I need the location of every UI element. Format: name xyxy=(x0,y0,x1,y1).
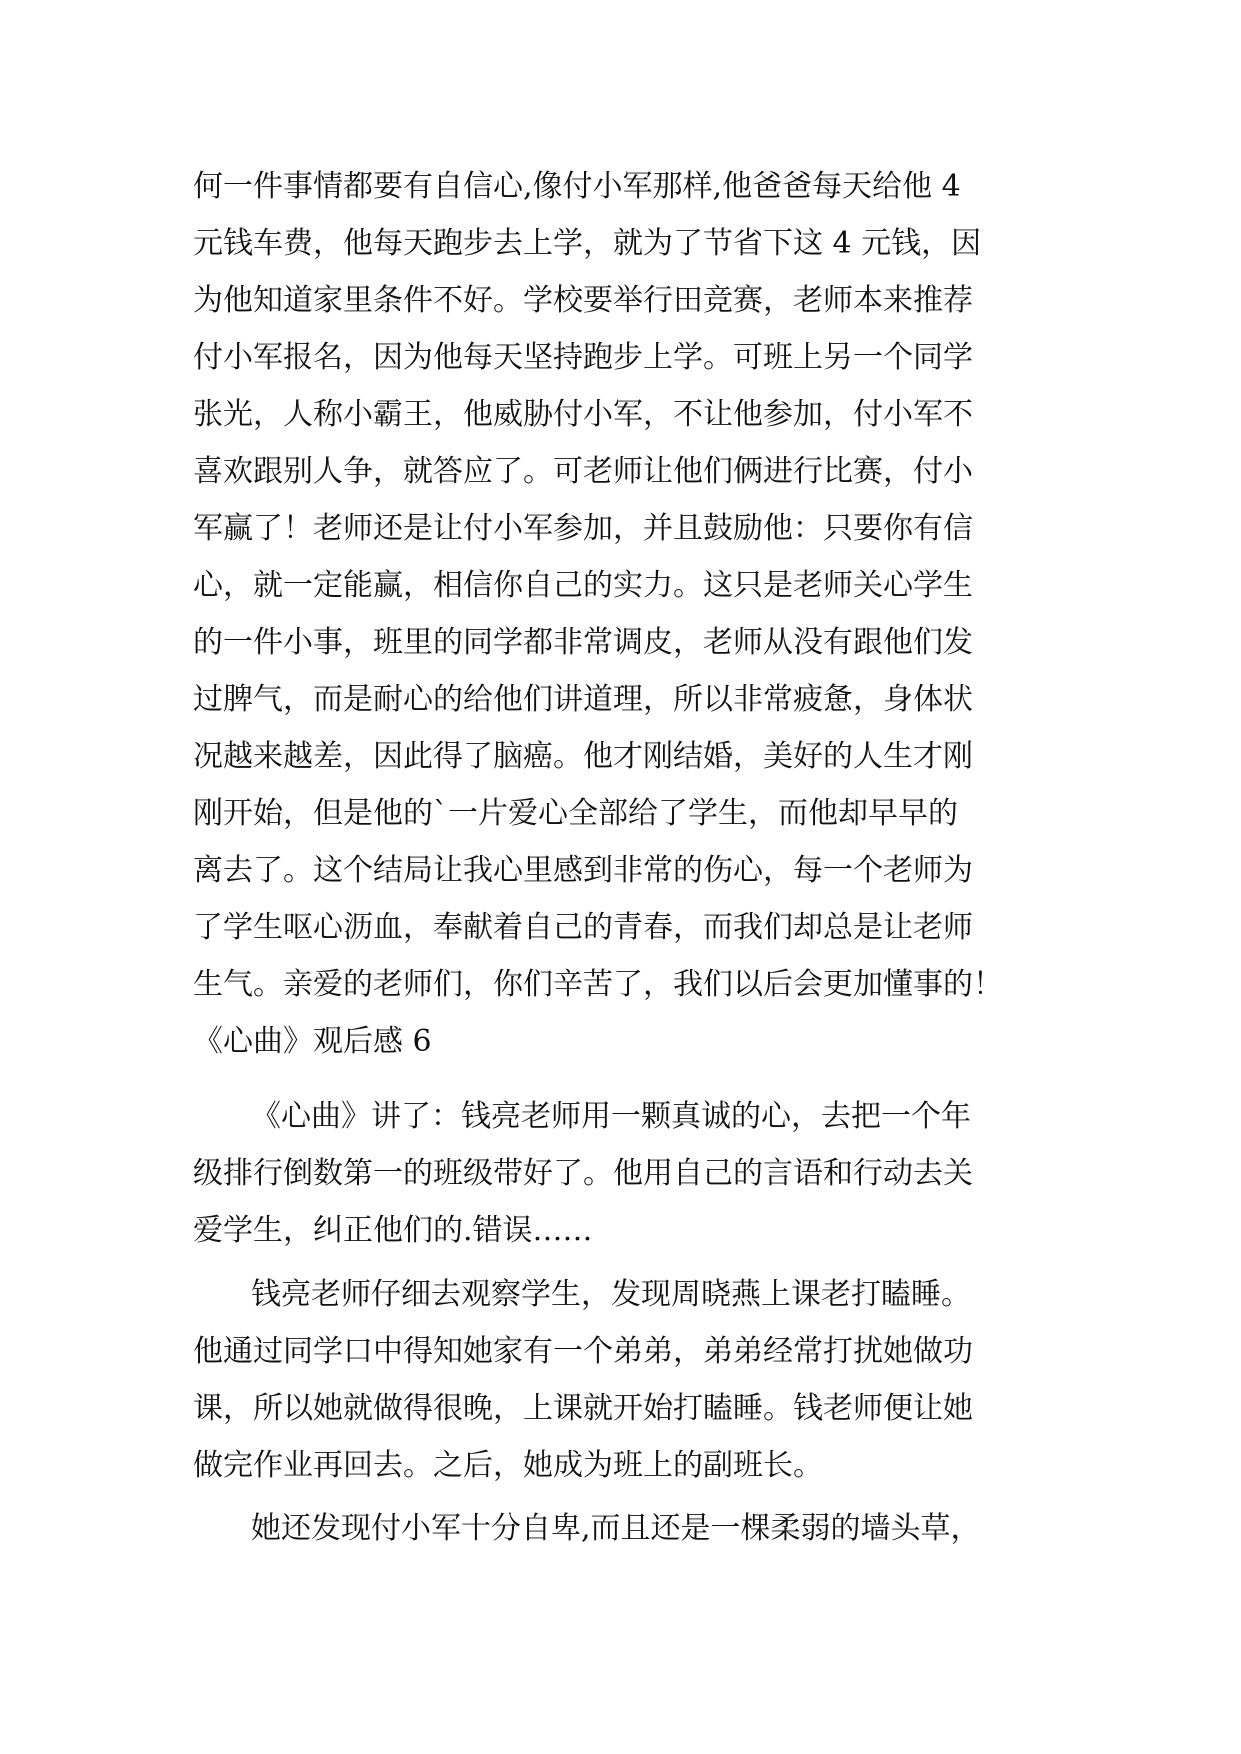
section-title xyxy=(193,1013,1053,1070)
paragraph-summary xyxy=(193,1088,1053,1259)
text-line: 《心曲》讲了：钱亮老师用一颗真诚的心，去把一个年 xyxy=(251,1099,971,1134)
text-line: 了学生呕心沥血，奉献着自己的青春，而我们却总是让老师 xyxy=(193,910,973,945)
text-line: 为他知道家里条件不好。学校要举行田竞赛，老师本来推荐 xyxy=(193,283,973,318)
text-line: 他通过同学口中得知她家有一个弟弟，弟弟经常打扰她做功 xyxy=(193,1334,973,1369)
text-line: 军赢了！老师还是让付小军参加，并且鼓励他：只要你有信 xyxy=(193,511,973,546)
text-line: 喜欢跟别人争，就答应了。可老师让他们俩进行比赛，付小 xyxy=(193,454,973,489)
text-line: 付小军报名，因为他每天坚持跑步上学。可班上另一个同学 xyxy=(193,340,973,375)
text-line: 她还发现付小军十分自卑,而且还是一棵柔弱的墙头草， xyxy=(251,1511,981,1546)
text-line: 刚开始，但是他的`一片爱心全部给了学生，而他却早早的 xyxy=(193,796,958,831)
text-line: 况越来越差，因此得了脑癌。他才刚结婚，美好的人生才刚 xyxy=(193,739,973,774)
text-line: 何一件事情都要有自信心,像付小军那样,他爸爸每天给他 4 xyxy=(193,169,961,204)
paragraph-observation xyxy=(193,1266,1053,1494)
text-line: 爱学生，纠正他们的.错误…… xyxy=(193,1213,593,1248)
text-line: 元钱车费，他每天跑步去上学，就为了节省下这 4 元钱，因 xyxy=(193,226,982,261)
paragraph-fu-xiaojun xyxy=(193,1500,1053,1557)
text-line: 离去了。这个结局让我心里感到非常的伤心，每一个老师为 xyxy=(193,853,973,888)
text-line: 做完作业再回去。之后，她成为班上的副班长。 xyxy=(193,1448,823,1483)
text-line: 的一件小事，班里的同学都非常调皮，老师从没有跟他们发 xyxy=(193,625,973,660)
text-line: 生气。亲爱的老师们，你们辛苦了，我们以后会更加懂事的！ xyxy=(193,967,1003,1002)
text-line: 钱亮老师仔细去观察学生，发现周晓燕上课老打瞌睡。 xyxy=(251,1277,971,1312)
text-line: 课，所以她就做得很晚，上课就开始打瞌睡。钱老师便让她 xyxy=(193,1391,973,1426)
text-line: 心，就一定能赢，相信你自己的实力。这只是老师关心学生 xyxy=(193,568,973,603)
continuation-paragraph xyxy=(193,158,1053,1013)
section-title-text: 《心曲》观后感 6 xyxy=(193,1024,432,1059)
text-line: 张光，人称小霸王，他威胁付小军，不让他参加，付小军不 xyxy=(193,397,973,432)
text-line: 级排行倒数第一的班级带好了。他用自己的言语和行动去关 xyxy=(193,1156,973,1191)
text-line: 过脾气，而是耐心的给他们讲道理，所以非常疲惫，身体状 xyxy=(193,682,973,717)
